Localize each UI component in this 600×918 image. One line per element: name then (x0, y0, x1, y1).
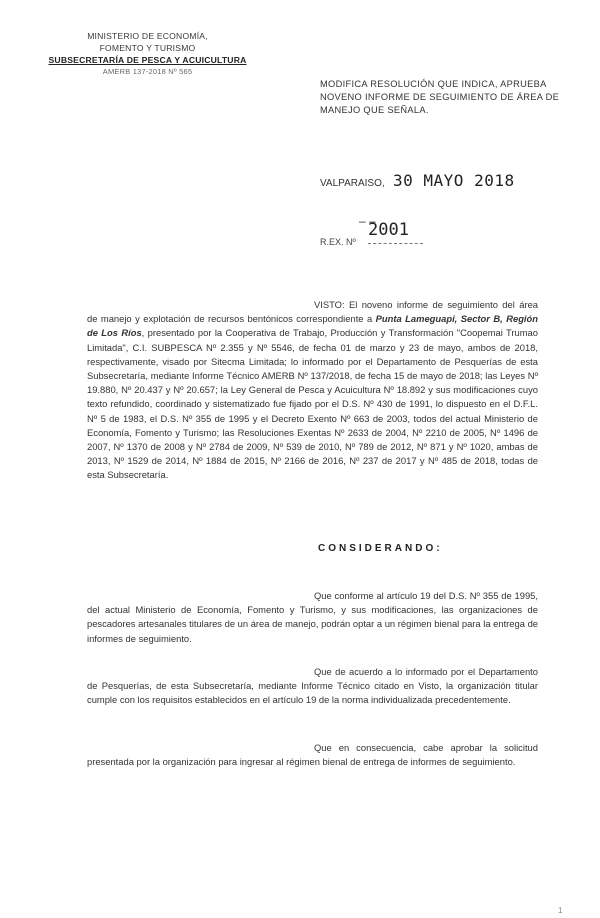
page-mark: 1 (558, 906, 563, 915)
rex-dash: – – (359, 214, 376, 228)
letterhead-ministry: MINISTERIO DE ECONOMÍA, (87, 31, 208, 41)
visto-text-a: área de manejo y explotación de recursos bentónicos correspondiente a (87, 299, 538, 325)
resolution-subject: MODIFICA RESOLUCIÓN QUE INDICA, APRUEBA NOVENO INFORME DE SEGUIMIENTO DE ÁREA DE MANEJO QUE SEÑALA. (320, 79, 560, 115)
resolution-number-stamp: 2001 (368, 220, 409, 240)
considerando-paragraph-3 (87, 741, 538, 769)
paragraph-text: presentada por la organización para ingresar al régimen bienal de entrega de informes de seguimiento. (87, 756, 516, 768)
letterhead-subsecretaria: SUBSECRETARÍA DE PESCA Y ACUICULTURA (48, 55, 247, 65)
visto-paragraph (87, 298, 538, 483)
place-label: VALPARAISO, (320, 178, 385, 189)
considerando-paragraph-1 (87, 589, 538, 646)
rex-label: R.EX. Nº (320, 237, 356, 247)
considerando-heading: CONSIDERANDO: (318, 543, 443, 554)
resolution-date-stamp: 30 MAYO 2018 (393, 171, 515, 190)
visto-lead: VISTO: El noveno informe de seguimiento del (314, 299, 515, 310)
visto-text-b: , presentado por la Cooperativa de Trabajo, Producción y Transformación "Coopemai Trumao Limitada", C.I. SUBPESCA Nº 2.355 y Nº 5546, de fecha 01 de marzo y 23 de mayo, ambos de 2018, respectivamente, visado por Sitecma Limitada; lo informado por el Departamento de Pesquerías de esta Subsecretaría, mediante Informe Técnico AMERB Nº 137/2018, de fecha 15 de mayo de 2018; las Leyes Nº 19.880, Nº 20.437 y Nº 20.657; la Ley General de Pesca y Acuicultura Nº 18.892 y sus modificaciones cuyo texto refundido, coordinado y sistematizado fue fijado por el D.S. Nº 430 de 1991, lo dispuesto en el D.F.L. Nº 5 de 1983, el D.S. Nº 355 de 1995 y el Decreto Exento Nº 663 de 2003, todos del actual Ministerio de Economía, Fomento y Turismo; las Resoluciones Exentas Nº 2633 de 2004, Nº 2210 de 2005, Nº 1496 de 2007, Nº 1370 de 2008 y Nº 2784 de 2009, Nº 539 de 2010, Nº 789 de 2012, Nº 871 y Nº 1020, ambas de 2013, Nº 1529 de 2014, Nº 1884 de 2015, Nº 2166 de 2016, Nº 237 de 2017 y Nº 485 de 2018, todas de esta Subsecretaría. (87, 327, 538, 481)
letterhead-ministry-cont: FOMENTO Y TURISMO (99, 43, 196, 53)
paragraph-lead: Que en consecuencia, cabe aprobar la solicitud (314, 742, 538, 753)
letterhead (40, 30, 255, 78)
rex-underline (368, 243, 423, 244)
paragraph-text: 1995, del actual Ministerio de Economía, Fomento y Turismo, y sus modificaciones, las organizaciones de pescadores artesanales titulares de un área de manejo, podrán optar a un régimen bienal para la entrega de informes de seguimiento. (87, 590, 538, 644)
visto-area-name: Punta Lameguapi, Sector B, Región de Los Ríos (87, 313, 538, 339)
letterhead-reference: AMERB 137-2018 Nº 565 (102, 67, 193, 76)
paragraph-text: Departamento de Pesquerías, de esta Subsecretaría, mediante Informe Técnico citado en Visto, la organización titular cumple con los requisitos establecidos en el artículo 19 de la norma individualizada precedentemente. (87, 666, 538, 706)
paragraph-lead: Que conforme al artículo 19 del D.S. Nº 355 de (314, 590, 512, 601)
considerando-paragraph-2 (87, 665, 538, 708)
paragraph-lead: Que de acuerdo a lo informado por el (314, 666, 476, 677)
